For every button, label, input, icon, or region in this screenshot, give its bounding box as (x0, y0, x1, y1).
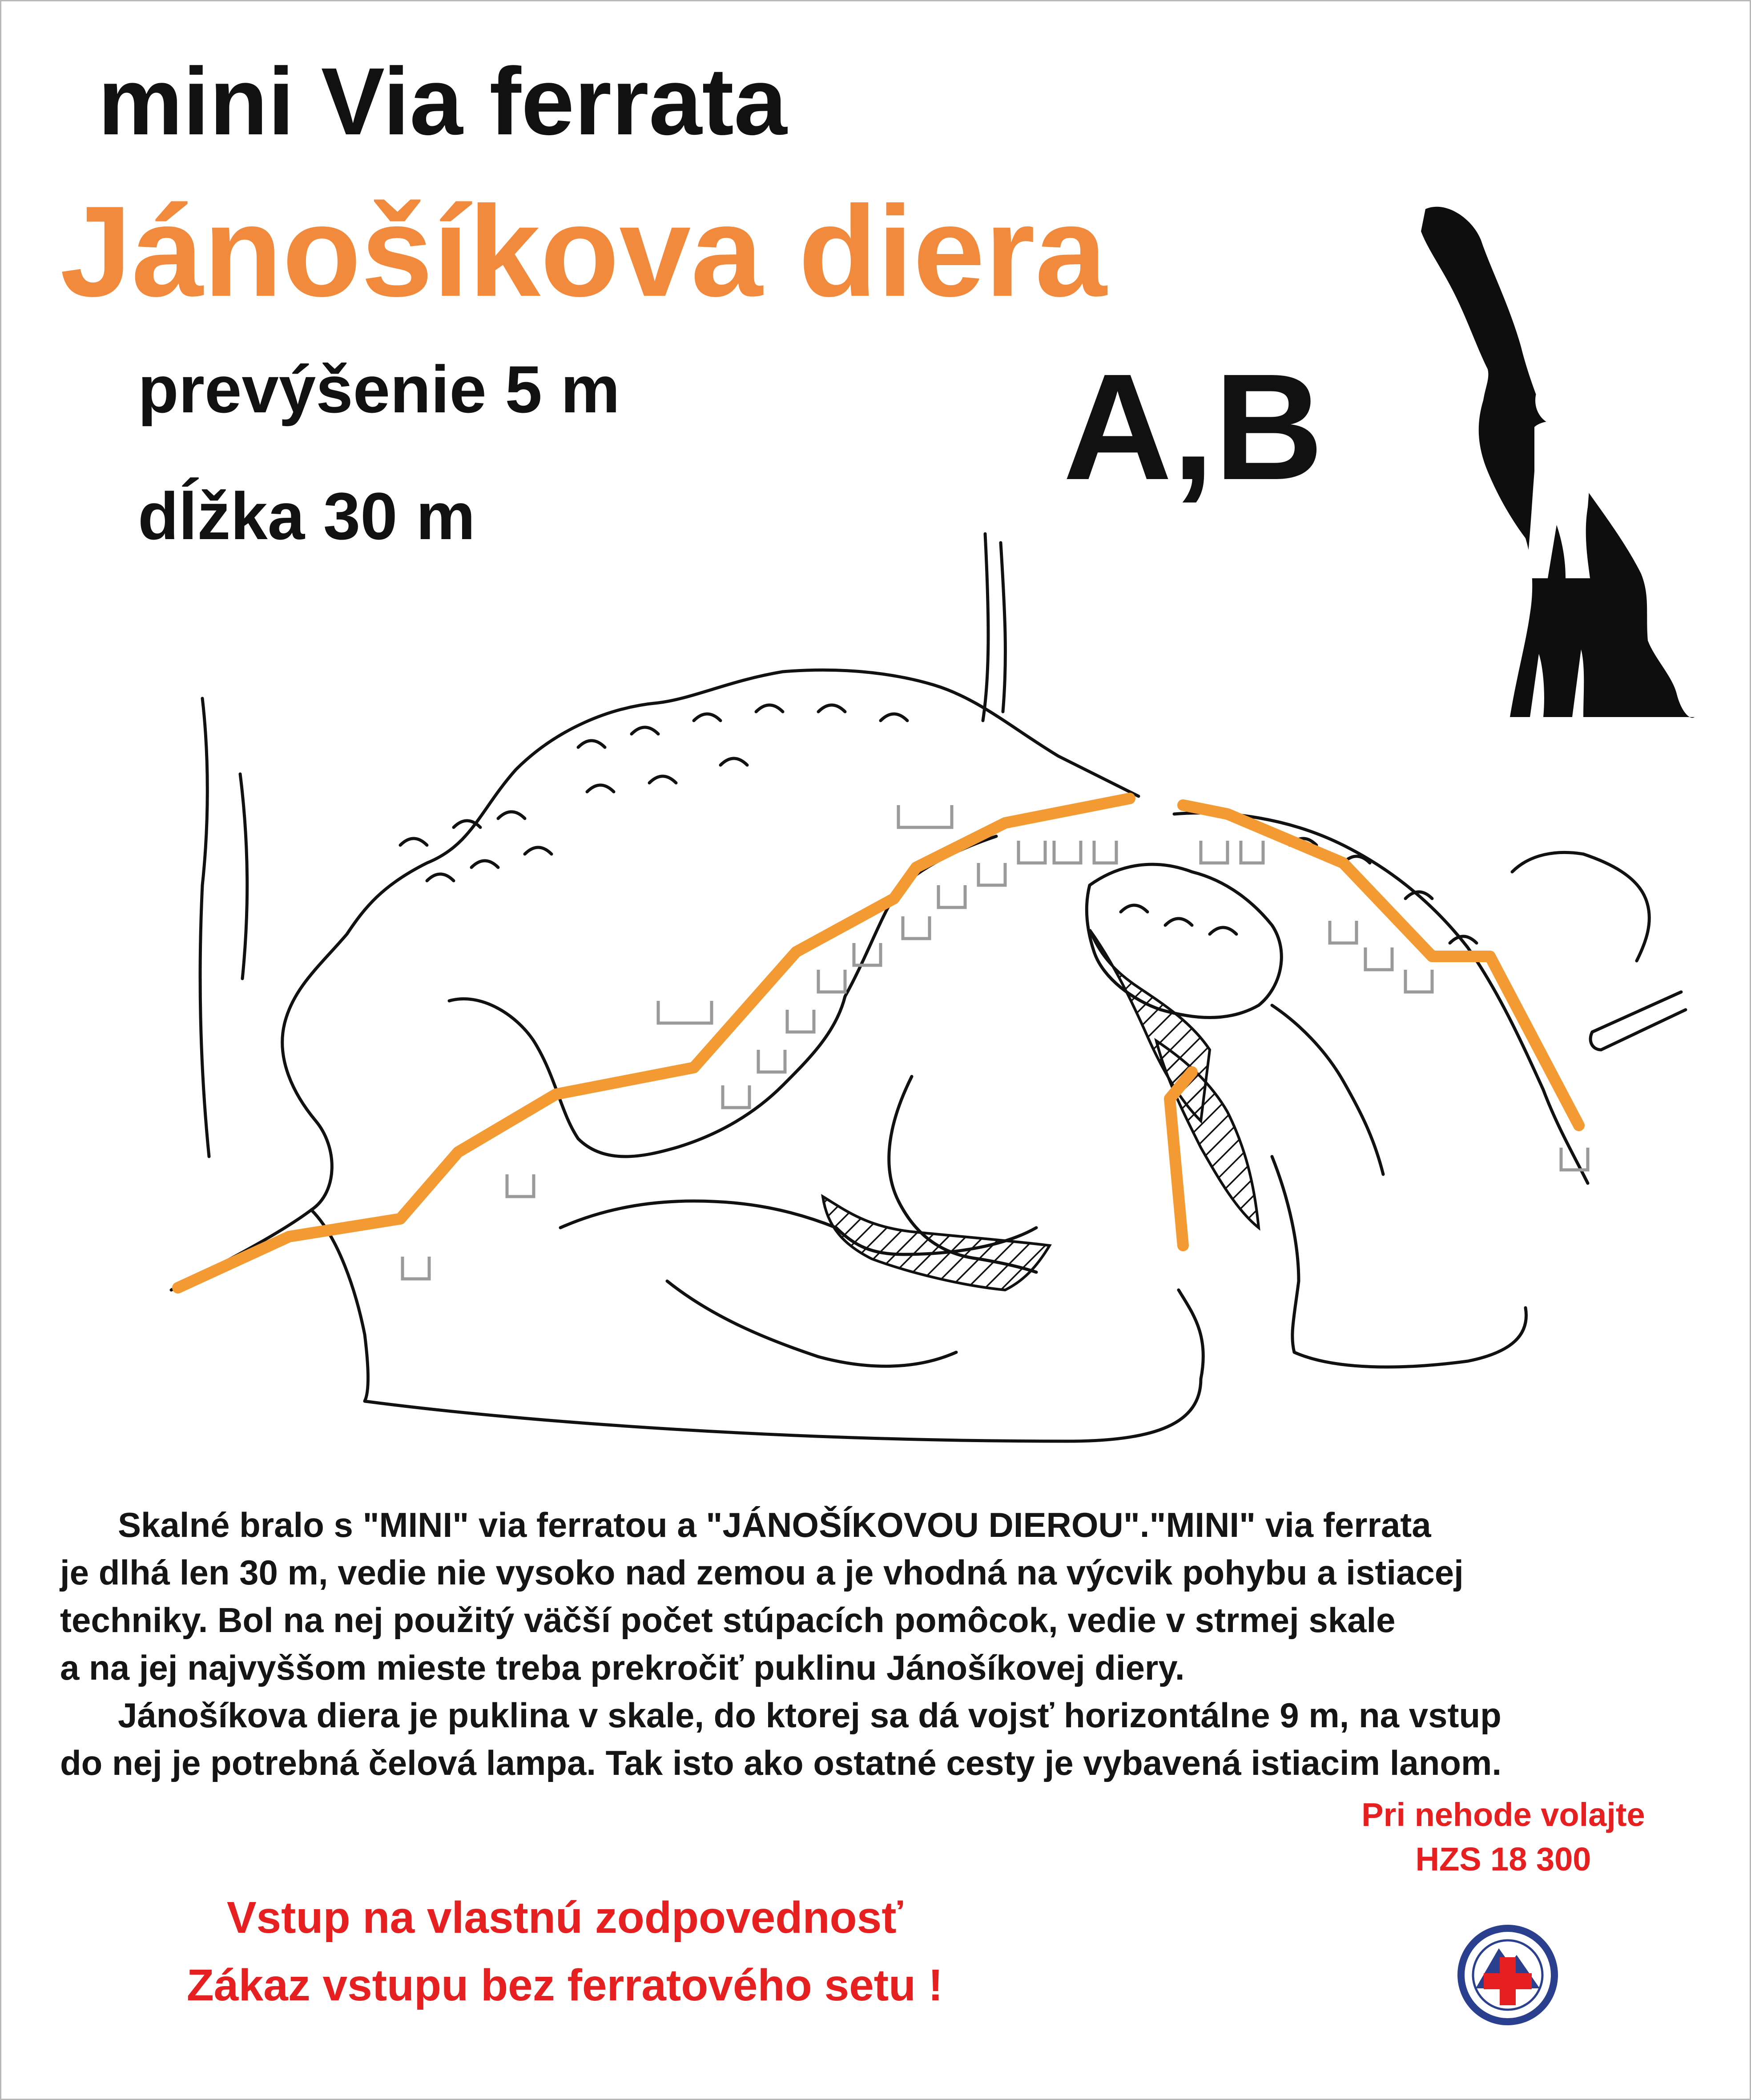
poster-title: mini Via ferrata (98, 48, 787, 155)
emergency-number: HZS 18 300 (1415, 1841, 1591, 1878)
warning-responsibility: Vstup na vlastnú zodpovednosť (226, 1893, 903, 1943)
description-line-4: a na jej najvyššom mieste treba prekročiť puklinu Jánošíkovej diery. (60, 1648, 1185, 1687)
description-line-5: Jánošíkova diera je puklina v skale, do ktorej sa dá vojsť horizontálne 9 m, na vstup (118, 1696, 1501, 1735)
length-label: dĺžka 30 m (138, 479, 475, 553)
description-line-3: techniky. Bol na nej použitý väčší počet stúpacích pomôcok, vedie v strmej skale (60, 1600, 1396, 1640)
route-name: Jánošíkova diera (60, 179, 1107, 323)
description-line-2: je dlhá len 30 m, vedie nie vysoko nad zemou a je vhodná na výcvik pohybu a istiacej (60, 1553, 1464, 1592)
difficulty-grade: A,B (1063, 343, 1324, 512)
warning-ferrata-set: Zákaz vstupu bez ferratového setu ! (186, 1960, 943, 2010)
description-line-6: do nej je potrebná čelová lampa. Tak isto ako ostatné cesty je vybavená istiacim lanom. (60, 1743, 1502, 1782)
description-line-1: Skalné bralo s "MINI" via ferratou a "JÁNOŠÍKOVOU DIEROU"."MINI" via ferrata (118, 1505, 1431, 1544)
emergency-call-label: Pri nehode volajte (1361, 1796, 1645, 1833)
elevation-label: prevýšenie 5 m (138, 352, 620, 427)
